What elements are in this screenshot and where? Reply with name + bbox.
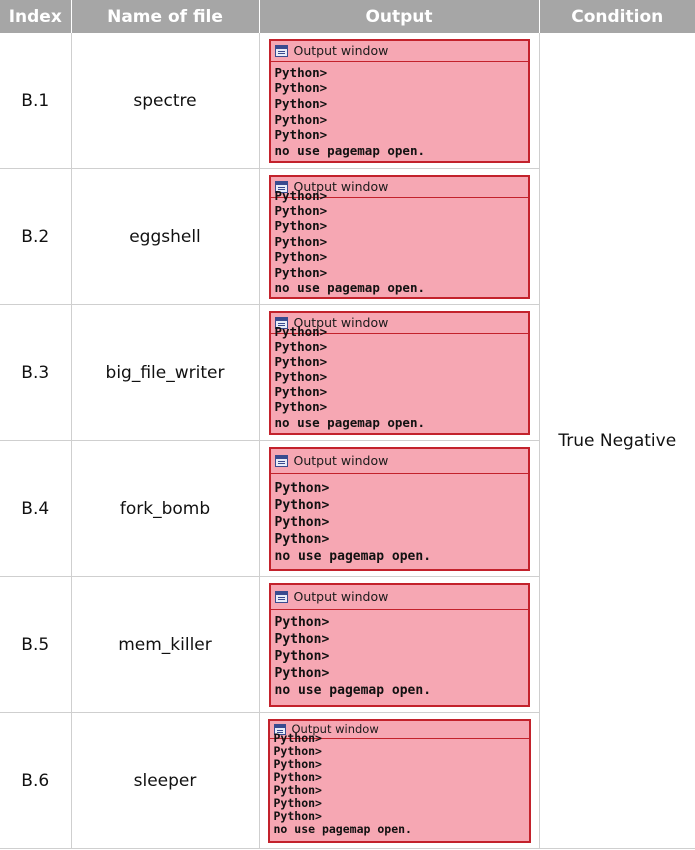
console-line: Python>	[274, 95, 328, 111]
console-line: Python>	[274, 338, 328, 354]
output-cell	[259, 305, 539, 441]
output-window-console	[271, 62, 528, 162]
console-line: no use pagemap open.	[273, 822, 412, 837]
console-line: Python>	[274, 384, 328, 400]
console-line: Python>	[274, 353, 328, 369]
row-index: B.2	[0, 169, 71, 305]
console-line: Python>	[273, 795, 322, 810]
console-line: Python>	[274, 368, 328, 384]
header-condition: Condition	[539, 0, 695, 33]
console-line: Python>	[274, 233, 328, 249]
row-file-name: fork_bomb	[71, 441, 259, 577]
header-row	[0, 0, 695, 33]
row-file-name: big_file_writer	[71, 305, 259, 441]
row-file-name: spectre	[71, 33, 259, 169]
console-line: Python>	[274, 111, 328, 127]
row-file-name: sleeper	[71, 713, 259, 849]
row-index: B.1	[0, 33, 71, 169]
condition-cell: True Negative	[539, 33, 695, 849]
output-window	[269, 447, 530, 571]
row-index: B.3	[0, 305, 71, 441]
console-line: no use pagemap open.	[274, 548, 432, 564]
output-window-title: Output window	[293, 43, 389, 58]
header-name-of-file: Name of file	[71, 0, 259, 33]
output-window-console	[271, 474, 528, 568]
output-cell	[259, 713, 539, 849]
output-window	[269, 583, 530, 707]
console-line: no use pagemap open.	[274, 682, 432, 698]
output-window-title: Output window	[293, 589, 389, 604]
output-cell	[259, 33, 539, 169]
row-index: B.4	[0, 441, 71, 577]
window-icon	[275, 455, 288, 467]
output-window-console	[271, 187, 528, 300]
console-line: Python>	[274, 480, 330, 496]
row-file-name: mem_killer	[71, 577, 259, 713]
output-window-console	[271, 323, 528, 433]
output-cell	[259, 441, 539, 577]
console-line: Python>	[273, 769, 322, 784]
console-line: Python>	[274, 264, 328, 280]
console-line: Python>	[273, 782, 322, 797]
console-line: Python>	[274, 531, 330, 547]
console-line: Python>	[274, 127, 328, 143]
table-row	[0, 33, 695, 169]
window-icon	[275, 591, 288, 603]
console-line: no use pagemap open.	[274, 414, 426, 430]
output-window	[269, 175, 530, 299]
row-index: B.5	[0, 577, 71, 713]
console-line: Python>	[274, 218, 328, 234]
console-line: no use pagemap open.	[274, 143, 426, 159]
output-cell	[259, 577, 539, 713]
output-window-title: Output window	[293, 179, 389, 194]
output-window	[268, 719, 531, 843]
console-line: Python>	[274, 648, 330, 664]
output-window-title: Output window	[293, 315, 389, 330]
console-line: Python>	[274, 202, 328, 218]
output-window	[269, 39, 530, 163]
console-line: Python>	[273, 743, 322, 758]
console-line: Python>	[273, 756, 322, 771]
window-icon	[275, 45, 288, 57]
output-window-titlebar	[271, 41, 528, 62]
row-file-name: eggshell	[71, 169, 259, 305]
row-index: B.6	[0, 713, 71, 849]
console-line: no use pagemap open.	[274, 280, 426, 296]
console-line: Python>	[274, 399, 328, 415]
console-line: Python>	[274, 80, 328, 96]
header-output: Output	[259, 0, 539, 33]
console-line: Python>	[274, 514, 330, 530]
header-index: Index	[0, 0, 71, 33]
console-line: Python>	[274, 614, 330, 630]
console-line: Python>	[274, 631, 330, 647]
output-cell	[259, 169, 539, 305]
output-window-title: Output window	[291, 722, 379, 736]
output-window-console	[270, 730, 529, 840]
console-line: Python>	[273, 808, 322, 823]
output-window-titlebar	[271, 449, 528, 474]
output-window-title: Output window	[293, 453, 389, 468]
output-window-titlebar	[271, 585, 528, 610]
console-line: Python>	[274, 249, 328, 265]
console-line-cut-off: Python>	[274, 323, 328, 339]
output-window	[269, 311, 530, 435]
output-window-console	[271, 610, 528, 702]
console-line: Python>	[274, 64, 328, 80]
console-line: Python>	[274, 665, 330, 681]
console-line: Python>	[274, 497, 330, 513]
console-line-cut-off: Python>	[274, 187, 328, 203]
console-line-cut-off: Python>	[273, 730, 322, 745]
